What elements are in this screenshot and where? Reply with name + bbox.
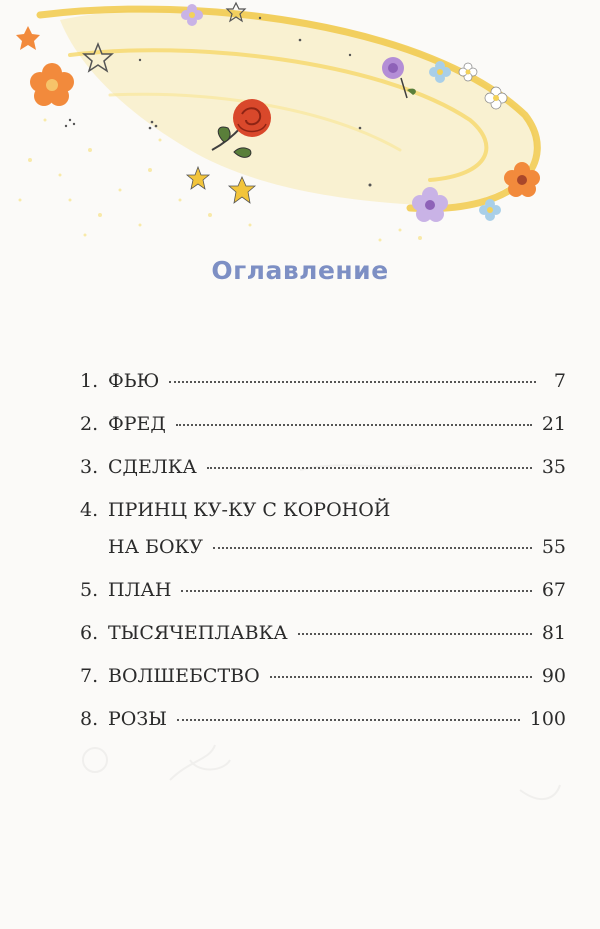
toc-page-number: 100: [529, 708, 566, 730]
toc-page-number: 55: [541, 536, 566, 558]
toc-number: 7.: [80, 665, 99, 687]
toc-entry-6[interactable]: [80, 622, 566, 665]
toc-number: 4.: [80, 499, 99, 521]
toc-entry-7[interactable]: [80, 665, 566, 708]
toc-title: ПРИНЦ КУ-КУ С КОРОНОЙ: [108, 499, 391, 521]
toc-title: СДЕЛКА: [108, 456, 197, 478]
toc-title: ВОЛШЕБСТВО: [108, 665, 260, 687]
toc-page-number: 21: [541, 413, 566, 435]
toc-entry-4-line-2[interactable]: [80, 536, 566, 579]
toc-title: РОЗЫ: [108, 708, 167, 730]
toc-number: 8.: [80, 708, 99, 730]
toc-number: 3.: [80, 456, 99, 478]
toc-page-number: 90: [541, 665, 566, 687]
toc-entry-4-line-1[interactable]: [80, 499, 566, 536]
toc-title-continuation: НА БОКУ: [108, 536, 203, 558]
toc-entry-5[interactable]: [80, 579, 566, 622]
toc-entry-2[interactable]: [80, 413, 566, 456]
toc-entry-1[interactable]: [80, 370, 566, 413]
toc-entry-3[interactable]: [80, 456, 566, 499]
toc-page-number: 7: [553, 370, 566, 392]
dot-leader: [181, 590, 531, 592]
toc-page-number: 67: [541, 579, 566, 601]
toc-page-number: 35: [541, 456, 566, 478]
dot-leader: [169, 381, 536, 383]
toc-number: 1.: [80, 370, 99, 392]
toc-title: ТЫСЯЧЕПЛАВКА: [108, 622, 288, 644]
dot-leader: [298, 633, 532, 635]
toc-title: ФРЕД: [108, 413, 166, 435]
toc-number: 5.: [80, 579, 99, 601]
table-of-contents: [80, 370, 566, 751]
dot-leader: [213, 547, 532, 549]
toc-title: ФЬЮ: [108, 370, 160, 392]
dot-leader: [207, 467, 532, 469]
toc-page-number: 81: [541, 622, 566, 644]
page-title: Оглавление: [211, 256, 389, 285]
toc-title: ПЛАН: [108, 579, 172, 601]
toc-entry-8[interactable]: [80, 708, 566, 751]
toc-number: 6.: [80, 622, 99, 644]
toc-number: 2.: [80, 413, 99, 435]
dot-leader: [177, 719, 520, 721]
dot-leader: [176, 424, 532, 426]
dot-leader: [270, 676, 532, 678]
